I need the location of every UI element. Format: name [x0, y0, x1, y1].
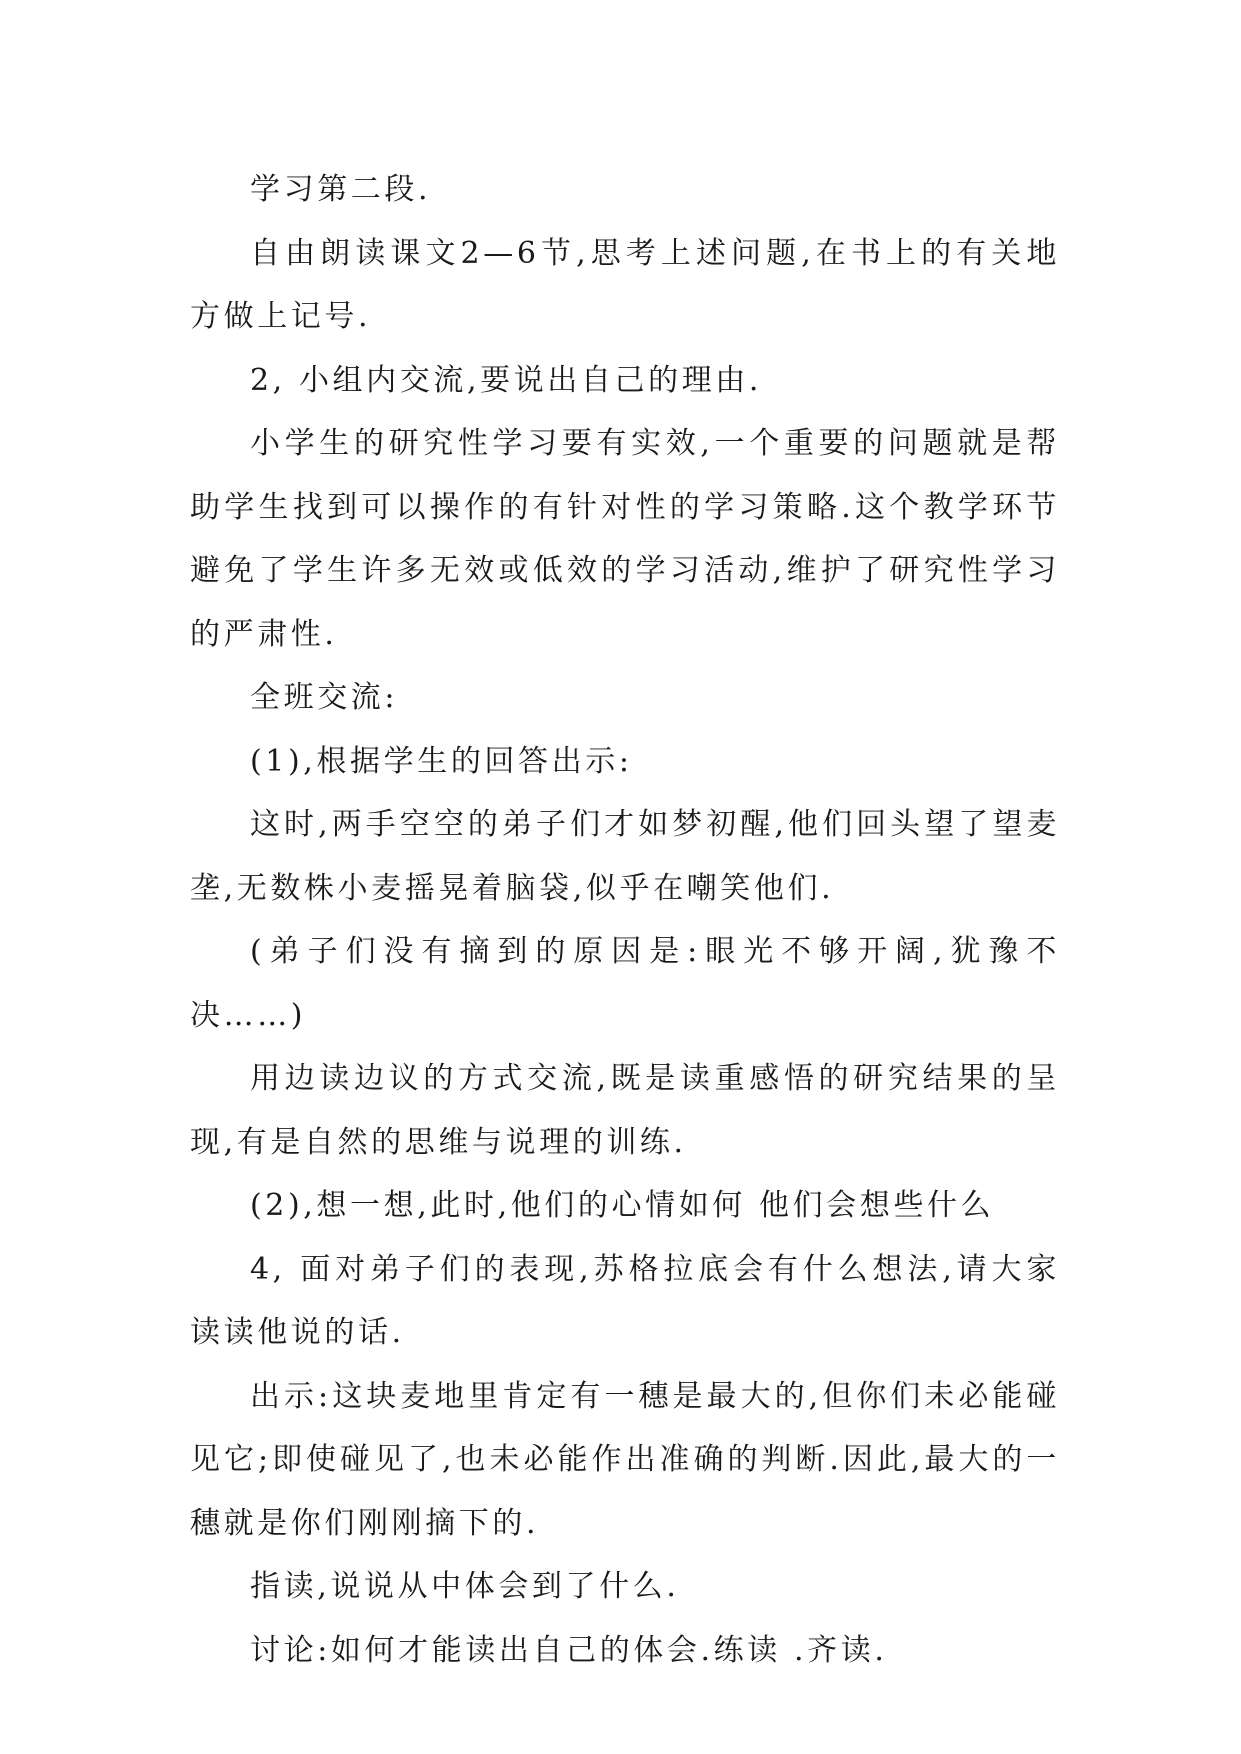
paragraph: (弟子们没有摘到的原因是:眼光不够开阔,犹豫不决……): [190, 934, 1060, 1033]
paragraph: (1),根据学生的回答出示:: [250, 743, 633, 779]
paragraph: 指读,说说从中体会到了什么.: [250, 1569, 680, 1604]
paragraph: 2, 小组内交流,要说出自己的理由.: [250, 362, 763, 398]
paragraph: (2),想一想,此时,他们的心情如何 他们会想些什么: [250, 1188, 995, 1223]
paragraph: 出示:这块麦地里肯定有一穗是最大的,但你们未必能碰见它;即使碰见了,也未必能作出准确的判断.因此,最大的一穗就是你们刚刚摘下的.: [190, 1378, 1060, 1541]
document-body: [190, 158, 1060, 1682]
paragraph: 小学生的研究性学习要有实效,一个重要的问题就是帮助学生找到可以操作的有针对性的学习策略.这个教学环节避免了学生许多无效或低效的学习活动,维护了研究性学习的严肃性.: [190, 426, 1060, 652]
paragraph: 学习第二段.: [250, 172, 432, 207]
paragraph: 这时,两手空空的弟子们才如梦初醒,他们回头望了望麦垄,无数株小麦摇晃着脑袋,似乎在嘲笑他们.: [190, 807, 1060, 906]
paragraph: 讨论:如何才能读出自己的体会.练读 .齐读.: [250, 1632, 888, 1668]
paragraph: 4, 面对弟子们的表现,苏格拉底会有什么想法,请大家读读他说的话.: [190, 1251, 1060, 1350]
paragraph: 自由朗读课文2—6节,思考上述问题,在书上的有关地方做上记号.: [190, 235, 1060, 334]
paragraph: 用边读边议的方式交流,既是读重感悟的研究结果的呈现,有是自然的思维与说理的训练.: [190, 1061, 1060, 1160]
paragraph: 全班交流:: [250, 680, 399, 715]
